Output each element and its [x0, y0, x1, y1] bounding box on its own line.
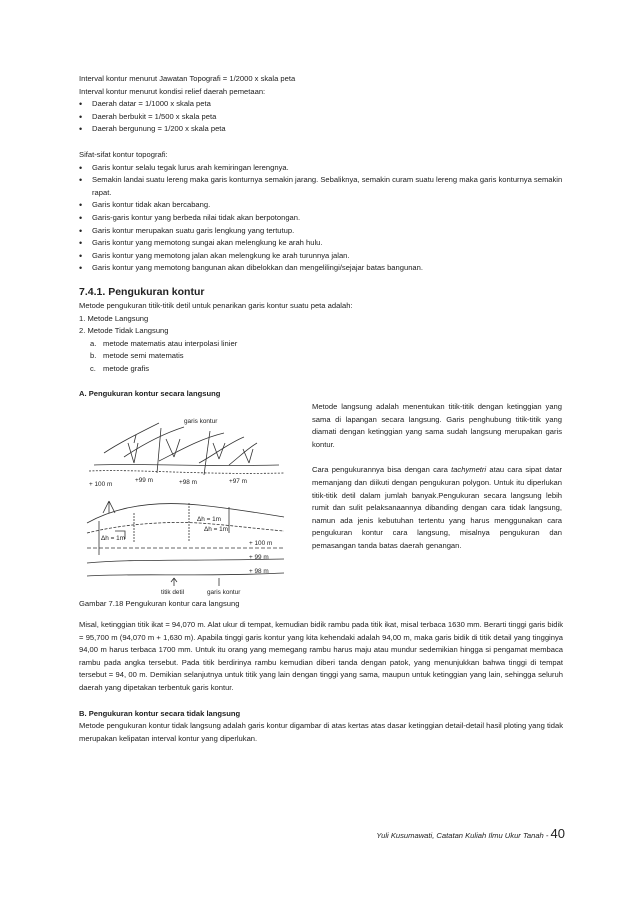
list-item: • Semakin landai suatu lereng maka garis konturnya semakin jarang. Sebaliknya, semakin curam suatu lereng maka garis konturnya semakin rapat.	[79, 174, 563, 199]
footer-text: Yuli Kusumawati, Catatan Kuliah Ilmu Ukur Tanah -	[376, 831, 551, 840]
section-heading: 7.4.1. Pengukuran kontur	[79, 285, 205, 298]
figure-caption: Gambar 7.18 Pengukuran kontur cara langsung	[79, 599, 240, 609]
label-dh-b: Δh = 1m	[204, 526, 228, 534]
part-a-title: A. Pengukuran kontur secara langsung	[79, 389, 221, 399]
label-98: +98 m	[179, 479, 197, 487]
label-100: + 100 m	[89, 481, 113, 489]
interval-line-2: Interval kontur menurut kondisi relief daerah pemetaan:	[79, 86, 266, 96]
list-item: • Garis kontur selalu tegak lurus arah kemiringan lerengnya.	[79, 162, 563, 175]
label-dh-a: Δh = 1m	[197, 516, 221, 524]
part-a-para-3: Misal, ketinggian titik ikat = 94,070 m. Alat ukur di tempat, kemudian bidik rambu pada titik ikat, misal terbaca 1630 mm. Berarti tinggi garis bidik = 95,700 m (94,070 m + 1,630 m). Apabila tinggi garis kontur yang kita kehendaki adalah 94,00 m, maka garis bidik di titik detail yang tingginya 94,00 m harus terbaca 1700 mm. Untuk itu orang yang memegang rambu harus maju atau mundur sedemikian hingga si pengamat membaca rambu pada angka tersebut. Pada titik berdirinya rambu kemudian diberi tanda dengan patok, yang menunjukkan bahwa tinggi di tempat tersebut = 94, 00 m. Demikian selanjutnya untuk titik yang lain dengan tinggi yang sama, maupun untuk ketinggian yang lain, sehingga seluruh daerah yang dipetakan terbentuk garis kontur.	[79, 620, 563, 693]
list-item: • Daerah bergunung = 1/200 x skala peta	[79, 123, 563, 136]
page-footer	[376, 826, 565, 841]
sifat-title: Sifat-sifat kontur topografi:	[79, 149, 168, 159]
list-item: • Garis kontur merupakan suatu garis lengkung yang tertutup.	[79, 225, 563, 238]
sub-method-list	[79, 338, 563, 376]
label-r100: + 100 m	[249, 540, 273, 548]
list-item: • Daerah datar = 1/1000 x skala peta	[79, 98, 563, 111]
list-item: • Garis-garis kontur yang berbeda nilai tidak akan berpotongan.	[79, 212, 563, 225]
list-item: • Garis kontur yang memotong jalan akan melengkung ke arah turunnya jalan.	[79, 250, 563, 263]
part-b-para: Metode pengukuran kontur tidak langsung adalah garis kontur digambar di atas kertas atas dasar ketinggian detail-detail hasil ploting yang tidak merupakan kelipatan interval kontur yang diperlukan.	[79, 721, 563, 743]
list-item: b. metode semi matematis	[90, 351, 184, 361]
interval-line-1: Interval kontur menurut Jawatan Topografi = 1/2000 x skala peta	[79, 74, 296, 83]
part-b-title: B. Pengukuran kontur secara tidak langsung	[79, 708, 241, 718]
section-lead: Metode pengukuran titik-titik detil untuk penarikan garis kontur suatu peta adalah:	[79, 300, 353, 310]
part-a-text	[312, 401, 562, 553]
list-item: • Garis kontur tidak akan bercabang.	[79, 199, 563, 212]
label-97: +97 m	[229, 478, 247, 486]
list-item: • Garis kontur yang memotong sungai akan melengkung ke arah hulu.	[79, 237, 563, 250]
sifat-list	[79, 162, 563, 275]
label-dh-c: Δh = 1m	[101, 535, 125, 543]
label-r99: + 99 m	[249, 554, 269, 562]
label-garis-kontur-2: garis kontur	[207, 589, 241, 597]
list-item: • Garis kontur yang memotong bangunan akan dibelokkan dan mengelilingi/sejajar batas bangunan.	[79, 262, 563, 275]
list-item: c. metode grafis	[90, 363, 150, 373]
method-list	[79, 313, 563, 338]
label-garis-kontur: garis kontur	[184, 418, 218, 426]
interval-list	[79, 98, 563, 136]
list-item: a. metode matematis atau interpolasi linier	[90, 338, 238, 348]
page-number: 40	[550, 826, 565, 841]
contour-figure	[79, 413, 297, 596]
list-item: 1. Metode Langsung	[79, 313, 149, 323]
label-r98: + 98 m	[249, 568, 269, 576]
part-a-para-2: Cara pengukurannya bisa dengan cara tachymetri atau cara sipat datar memanjang dan diikuti dengan pengukuran polygon. Untuk itu diperlukan titik-titik detil dalam jumlah banyak.Pengukuran secara langsung lebih rumit dan sulit pelaksanaannya dibanding dengan cara tidak langsung, namun ada jenis kebutuhan tertentu yang harus menggunakan cara pengukuran kontur cara langsung, misalnya pengukuran dan pemasangan tanda batas daerah genangan.	[312, 465, 563, 550]
list-item: • Daerah berbukit = 1/500 x skala peta	[79, 111, 563, 124]
part-a-para-1: Metode langsung adalah menentukan titik-titik dengan ketinggian yang sama di lapangan secara langsung. Garis penghubung titik-titik yang diamati dengan ketinggian yang sama sudah langsung merupakan garis kontur.	[312, 402, 562, 449]
label-titik-detil: titik detil	[161, 589, 185, 597]
list-item: 2. Metode Tidak Langsung	[79, 326, 169, 336]
label-99: +99 m	[135, 477, 153, 485]
part-a-body	[79, 401, 563, 611]
document-page	[79, 73, 563, 745]
